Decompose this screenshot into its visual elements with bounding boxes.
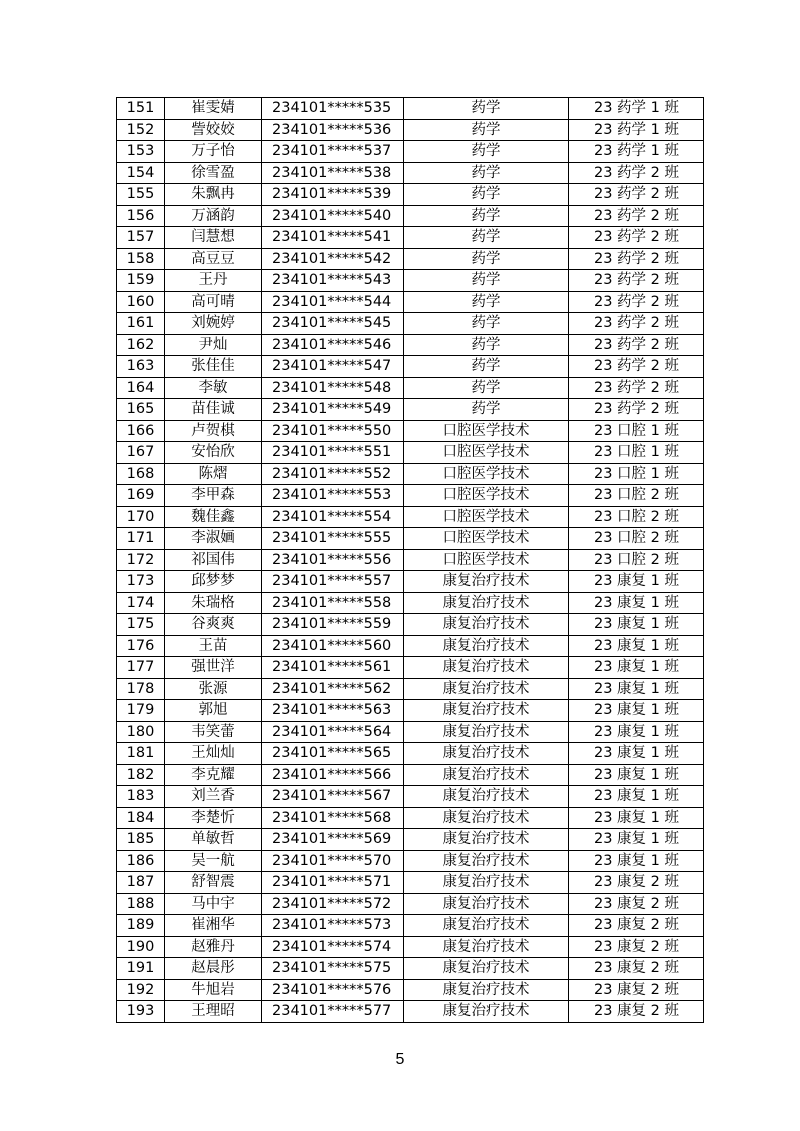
major-cell: 药学 — [404, 227, 569, 249]
major-cell: 口腔医学技术 — [404, 463, 569, 485]
student-name-cell: 单敏哲 — [165, 829, 262, 851]
table-row — [117, 141, 704, 163]
student-id-cell: 234101*****555 — [262, 528, 404, 550]
row-number-cell: 184 — [117, 807, 165, 829]
student-id-cell: 234101*****560 — [262, 635, 404, 657]
table-row — [117, 872, 704, 894]
table-row — [117, 721, 704, 743]
table-row — [117, 635, 704, 657]
row-number-cell: 181 — [117, 743, 165, 765]
row-number-cell: 162 — [117, 334, 165, 356]
major-cell: 康复治疗技术 — [404, 979, 569, 1001]
row-number-cell: 182 — [117, 764, 165, 786]
class-name-cell: 23 口腔 2 班 — [569, 549, 704, 571]
student-name-cell: 魏佳鑫 — [165, 506, 262, 528]
row-number-cell: 175 — [117, 614, 165, 636]
student-id-cell: 234101*****548 — [262, 377, 404, 399]
student-id-cell: 234101*****553 — [262, 485, 404, 507]
row-number-cell: 159 — [117, 270, 165, 292]
table-row — [117, 979, 704, 1001]
student-id-cell: 234101*****541 — [262, 227, 404, 249]
major-cell: 口腔医学技术 — [404, 485, 569, 507]
student-name-cell: 张佳佳 — [165, 356, 262, 378]
table-row — [117, 915, 704, 937]
student-id-cell: 234101*****564 — [262, 721, 404, 743]
student-name-cell: 郭旭 — [165, 700, 262, 722]
major-cell: 康复治疗技术 — [404, 829, 569, 851]
student-name-cell: 朱飘冉 — [165, 184, 262, 206]
row-number-cell: 190 — [117, 936, 165, 958]
row-number-cell: 174 — [117, 592, 165, 614]
row-number-cell: 153 — [117, 141, 165, 163]
major-cell: 康复治疗技术 — [404, 571, 569, 593]
student-name-cell: 邱梦梦 — [165, 571, 262, 593]
class-name-cell: 23 康复 1 班 — [569, 657, 704, 679]
major-cell: 口腔医学技术 — [404, 549, 569, 571]
student-name-cell: 吴一航 — [165, 850, 262, 872]
class-name-cell: 23 口腔 1 班 — [569, 442, 704, 464]
student-id-cell: 234101*****536 — [262, 119, 404, 141]
student-id-cell: 234101*****576 — [262, 979, 404, 1001]
major-cell: 药学 — [404, 119, 569, 141]
major-cell: 康复治疗技术 — [404, 614, 569, 636]
student-id-cell: 234101*****574 — [262, 936, 404, 958]
student-name-cell: 祁国伟 — [165, 549, 262, 571]
major-cell: 康复治疗技术 — [404, 1001, 569, 1023]
major-cell: 康复治疗技术 — [404, 915, 569, 937]
class-name-cell: 23 康复 2 班 — [569, 915, 704, 937]
major-cell: 药学 — [404, 356, 569, 378]
table-row — [117, 227, 704, 249]
table-row — [117, 485, 704, 507]
major-cell: 药学 — [404, 141, 569, 163]
student-id-cell: 234101*****563 — [262, 700, 404, 722]
student-id-cell: 234101*****569 — [262, 829, 404, 851]
row-number-cell: 156 — [117, 205, 165, 227]
student-id-cell: 234101*****537 — [262, 141, 404, 163]
page-number: 5 — [395, 1051, 405, 1068]
student-name-cell: 刘兰香 — [165, 786, 262, 808]
student-name-cell: 高豆豆 — [165, 248, 262, 270]
class-name-cell: 23 药学 2 班 — [569, 205, 704, 227]
row-number-cell: 189 — [117, 915, 165, 937]
table-row — [117, 571, 704, 593]
table-row — [117, 506, 704, 528]
table-row — [117, 119, 704, 141]
student-id-cell: 234101*****552 — [262, 463, 404, 485]
class-name-cell: 23 口腔 1 班 — [569, 420, 704, 442]
row-number-cell: 158 — [117, 248, 165, 270]
student-id-cell: 234101*****549 — [262, 399, 404, 421]
row-number-cell: 191 — [117, 958, 165, 980]
student-id-cell: 234101*****540 — [262, 205, 404, 227]
student-name-cell: 万子怡 — [165, 141, 262, 163]
student-id-cell: 234101*****565 — [262, 743, 404, 765]
row-number-cell: 185 — [117, 829, 165, 851]
major-cell: 康复治疗技术 — [404, 721, 569, 743]
row-number-cell: 177 — [117, 657, 165, 679]
class-name-cell: 23 药学 2 班 — [569, 270, 704, 292]
row-number-cell: 187 — [117, 872, 165, 894]
class-name-cell: 23 康复 1 班 — [569, 700, 704, 722]
major-cell: 药学 — [404, 162, 569, 184]
student-name-cell: 李敏 — [165, 377, 262, 399]
student-name-cell: 刘婉婷 — [165, 313, 262, 335]
class-name-cell: 23 药学 1 班 — [569, 119, 704, 141]
table-row — [117, 420, 704, 442]
class-name-cell: 23 康复 1 班 — [569, 721, 704, 743]
student-id-cell: 234101*****575 — [262, 958, 404, 980]
student-name-cell: 张源 — [165, 678, 262, 700]
class-name-cell: 23 康复 1 班 — [569, 592, 704, 614]
class-name-cell: 23 药学 2 班 — [569, 248, 704, 270]
student-name-cell: 赵晨彤 — [165, 958, 262, 980]
class-name-cell: 23 口腔 2 班 — [569, 528, 704, 550]
major-cell: 药学 — [404, 270, 569, 292]
major-cell: 康复治疗技术 — [404, 764, 569, 786]
row-number-cell: 186 — [117, 850, 165, 872]
student-id-cell: 234101*****567 — [262, 786, 404, 808]
table-row — [117, 958, 704, 980]
student-id-cell: 234101*****556 — [262, 549, 404, 571]
student-id-cell: 234101*****566 — [262, 764, 404, 786]
class-name-cell: 23 康复 1 班 — [569, 786, 704, 808]
table-row — [117, 463, 704, 485]
major-cell: 口腔医学技术 — [404, 528, 569, 550]
major-cell: 康复治疗技术 — [404, 850, 569, 872]
row-number-cell: 169 — [117, 485, 165, 507]
student-name-cell: 牛旭岩 — [165, 979, 262, 1001]
class-name-cell: 23 康复 1 班 — [569, 850, 704, 872]
student-name-cell: 强世洋 — [165, 657, 262, 679]
row-number-cell: 178 — [117, 678, 165, 700]
student-id-cell: 234101*****577 — [262, 1001, 404, 1023]
table-row — [117, 205, 704, 227]
student-name-cell: 万涵韵 — [165, 205, 262, 227]
student-id-cell: 234101*****570 — [262, 850, 404, 872]
table-row — [117, 98, 704, 120]
major-cell: 药学 — [404, 98, 569, 120]
row-number-cell: 155 — [117, 184, 165, 206]
class-name-cell: 23 药学 2 班 — [569, 184, 704, 206]
row-number-cell: 192 — [117, 979, 165, 1001]
row-number-cell: 160 — [117, 291, 165, 313]
student-name-cell: 苗佳诚 — [165, 399, 262, 421]
student-name-cell: 陈熠 — [165, 463, 262, 485]
row-number-cell: 152 — [117, 119, 165, 141]
major-cell: 康复治疗技术 — [404, 700, 569, 722]
row-number-cell: 161 — [117, 313, 165, 335]
class-name-cell: 23 康复 1 班 — [569, 764, 704, 786]
table-row — [117, 700, 704, 722]
major-cell: 药学 — [404, 291, 569, 313]
class-name-cell: 23 药学 1 班 — [569, 141, 704, 163]
class-name-cell: 23 康复 1 班 — [569, 571, 704, 593]
student-name-cell: 高可晴 — [165, 291, 262, 313]
class-name-cell: 23 药学 2 班 — [569, 313, 704, 335]
row-number-cell: 179 — [117, 700, 165, 722]
roster-table — [116, 97, 704, 1023]
class-name-cell: 23 康复 2 班 — [569, 893, 704, 915]
roster-body — [117, 98, 704, 1023]
table-row — [117, 592, 704, 614]
major-cell: 药学 — [404, 313, 569, 335]
major-cell: 药学 — [404, 399, 569, 421]
class-name-cell: 23 康复 1 班 — [569, 829, 704, 851]
table-row — [117, 786, 704, 808]
row-number-cell: 171 — [117, 528, 165, 550]
row-number-cell: 173 — [117, 571, 165, 593]
student-id-cell: 234101*****542 — [262, 248, 404, 270]
row-number-cell: 165 — [117, 399, 165, 421]
table-row — [117, 291, 704, 313]
table-row — [117, 850, 704, 872]
major-cell: 口腔医学技术 — [404, 420, 569, 442]
student-id-cell: 234101*****572 — [262, 893, 404, 915]
row-number-cell: 157 — [117, 227, 165, 249]
major-cell: 康复治疗技术 — [404, 893, 569, 915]
class-name-cell: 23 口腔 1 班 — [569, 463, 704, 485]
student-name-cell: 李克耀 — [165, 764, 262, 786]
class-name-cell: 23 康复 2 班 — [569, 979, 704, 1001]
major-cell: 药学 — [404, 377, 569, 399]
table-row — [117, 399, 704, 421]
table-row — [117, 936, 704, 958]
student-id-cell: 234101*****545 — [262, 313, 404, 335]
major-cell: 康复治疗技术 — [404, 807, 569, 829]
row-number-cell: 176 — [117, 635, 165, 657]
student-id-cell: 234101*****558 — [262, 592, 404, 614]
class-name-cell: 23 口腔 2 班 — [569, 485, 704, 507]
class-name-cell: 23 药学 2 班 — [569, 377, 704, 399]
student-id-cell: 234101*****544 — [262, 291, 404, 313]
student-id-cell: 234101*****562 — [262, 678, 404, 700]
class-name-cell: 23 药学 2 班 — [569, 334, 704, 356]
class-name-cell: 23 口腔 2 班 — [569, 506, 704, 528]
major-cell: 药学 — [404, 334, 569, 356]
table-row — [117, 528, 704, 550]
class-name-cell: 23 康复 2 班 — [569, 872, 704, 894]
row-number-cell: 168 — [117, 463, 165, 485]
row-number-cell: 170 — [117, 506, 165, 528]
class-name-cell: 23 康复 1 班 — [569, 743, 704, 765]
table-row — [117, 657, 704, 679]
major-cell: 康复治疗技术 — [404, 786, 569, 808]
student-name-cell: 朱瑞格 — [165, 592, 262, 614]
student-id-cell: 234101*****568 — [262, 807, 404, 829]
student-name-cell: 韦笑蕾 — [165, 721, 262, 743]
table-row — [117, 356, 704, 378]
major-cell: 康复治疗技术 — [404, 872, 569, 894]
table-row — [117, 270, 704, 292]
student-name-cell: 卢贺棋 — [165, 420, 262, 442]
table-row — [117, 313, 704, 335]
student-id-cell: 234101*****561 — [262, 657, 404, 679]
student-id-cell: 234101*****554 — [262, 506, 404, 528]
table-row — [117, 1001, 704, 1023]
class-name-cell: 23 药学 2 班 — [569, 399, 704, 421]
student-id-cell: 234101*****543 — [262, 270, 404, 292]
student-name-cell: 王丹 — [165, 270, 262, 292]
student-name-cell: 李楚忻 — [165, 807, 262, 829]
major-cell: 康复治疗技术 — [404, 958, 569, 980]
student-name-cell: 闫慧想 — [165, 227, 262, 249]
table-row — [117, 829, 704, 851]
class-name-cell: 23 康复 1 班 — [569, 635, 704, 657]
student-id-cell: 234101*****550 — [262, 420, 404, 442]
class-name-cell: 23 药学 1 班 — [569, 98, 704, 120]
student-id-cell: 234101*****557 — [262, 571, 404, 593]
student-name-cell: 崔雯婧 — [165, 98, 262, 120]
row-number-cell: 154 — [117, 162, 165, 184]
class-name-cell: 23 药学 2 班 — [569, 356, 704, 378]
student-name-cell: 安怡欣 — [165, 442, 262, 464]
student-id-cell: 234101*****535 — [262, 98, 404, 120]
table-row — [117, 162, 704, 184]
student-id-cell: 234101*****571 — [262, 872, 404, 894]
table-row — [117, 678, 704, 700]
major-cell: 康复治疗技术 — [404, 743, 569, 765]
class-name-cell: 23 康复 2 班 — [569, 958, 704, 980]
table-row — [117, 248, 704, 270]
major-cell: 康复治疗技术 — [404, 635, 569, 657]
major-cell: 康复治疗技术 — [404, 936, 569, 958]
table-row — [117, 614, 704, 636]
major-cell: 口腔医学技术 — [404, 442, 569, 464]
major-cell: 口腔医学技术 — [404, 506, 569, 528]
table-row — [117, 764, 704, 786]
table-row — [117, 893, 704, 915]
student-id-cell: 234101*****546 — [262, 334, 404, 356]
row-number-cell: 193 — [117, 1001, 165, 1023]
class-name-cell: 23 药学 2 班 — [569, 291, 704, 313]
student-name-cell: 舒智震 — [165, 872, 262, 894]
student-id-cell: 234101*****539 — [262, 184, 404, 206]
student-name-cell: 马中宇 — [165, 893, 262, 915]
row-number-cell: 180 — [117, 721, 165, 743]
row-number-cell: 163 — [117, 356, 165, 378]
table-row — [117, 807, 704, 829]
class-name-cell: 23 康复 2 班 — [569, 936, 704, 958]
row-number-cell: 167 — [117, 442, 165, 464]
class-name-cell: 23 康复 1 班 — [569, 807, 704, 829]
row-number-cell: 183 — [117, 786, 165, 808]
major-cell: 康复治疗技术 — [404, 657, 569, 679]
student-name-cell: 王灿灿 — [165, 743, 262, 765]
student-name-cell: 李甲森 — [165, 485, 262, 507]
table-row — [117, 334, 704, 356]
table-row — [117, 743, 704, 765]
class-name-cell: 23 康复 1 班 — [569, 678, 704, 700]
row-number-cell: 166 — [117, 420, 165, 442]
student-name-cell: 徐雪盈 — [165, 162, 262, 184]
class-name-cell: 23 药学 2 班 — [569, 162, 704, 184]
student-name-cell: 崔湘华 — [165, 915, 262, 937]
class-name-cell: 23 康复 1 班 — [569, 614, 704, 636]
student-name-cell: 尹灿 — [165, 334, 262, 356]
major-cell: 药学 — [404, 205, 569, 227]
student-id-cell: 234101*****573 — [262, 915, 404, 937]
class-name-cell: 23 康复 2 班 — [569, 1001, 704, 1023]
table-row — [117, 549, 704, 571]
student-id-cell: 234101*****559 — [262, 614, 404, 636]
student-name-cell: 赵雅丹 — [165, 936, 262, 958]
row-number-cell: 188 — [117, 893, 165, 915]
student-id-cell: 234101*****551 — [262, 442, 404, 464]
class-name-cell: 23 药学 2 班 — [569, 227, 704, 249]
table-row — [117, 442, 704, 464]
student-id-cell: 234101*****547 — [262, 356, 404, 378]
major-cell: 康复治疗技术 — [404, 678, 569, 700]
student-name-cell: 王理昭 — [165, 1001, 262, 1023]
student-name-cell: 王苗 — [165, 635, 262, 657]
student-id-cell: 234101*****538 — [262, 162, 404, 184]
table-row — [117, 377, 704, 399]
student-name-cell: 訾姣姣 — [165, 119, 262, 141]
student-name-cell: 李淑婳 — [165, 528, 262, 550]
student-name-cell: 谷爽爽 — [165, 614, 262, 636]
row-number-cell: 151 — [117, 98, 165, 120]
major-cell: 药学 — [404, 248, 569, 270]
major-cell: 康复治疗技术 — [404, 592, 569, 614]
row-number-cell: 164 — [117, 377, 165, 399]
row-number-cell: 172 — [117, 549, 165, 571]
major-cell: 药学 — [404, 184, 569, 206]
table-row — [117, 184, 704, 206]
